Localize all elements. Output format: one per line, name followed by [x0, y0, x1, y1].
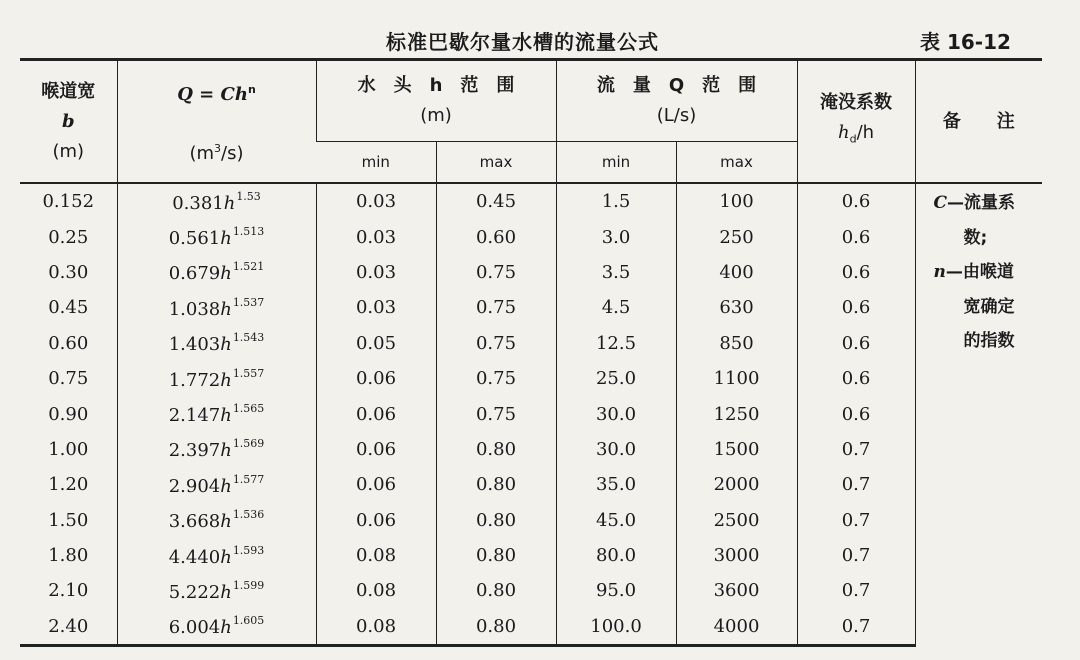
header-head-max: max [436, 142, 556, 184]
cell-formula [117, 290, 316, 325]
cell-formula [117, 326, 316, 361]
cell-flow-max: 1100 [676, 361, 797, 396]
cell-throat-width: 0.152 [42, 191, 95, 213]
formula-exponent: 1.565 [232, 402, 265, 416]
cell-throat-width: 0.45 [48, 297, 89, 319]
cell-head-max: 0.80 [436, 503, 556, 538]
cell-flow-min: 95.0 [556, 573, 676, 608]
cell-head-min: 0.05 [316, 326, 436, 361]
cell-flow-max: 630 [676, 290, 797, 325]
cell-head-max: 0.75 [436, 396, 556, 431]
cell-flow-max: 2000 [676, 467, 797, 502]
cell-head-max: 0.80 [436, 573, 556, 608]
cell-head-min: 0.03 [316, 255, 436, 290]
cell-flow-min: 45.0 [556, 503, 676, 538]
cell-submergence: 0.7 [797, 573, 915, 608]
formula-coefficient: 4.440 [168, 546, 221, 568]
cell-submergence: 0.7 [797, 538, 915, 573]
cell-flow-max: 400 [676, 255, 797, 290]
cell-throat-width: 1.20 [48, 474, 89, 496]
cell-flow-min: 12.5 [556, 326, 676, 361]
table-row [20, 467, 1042, 502]
cell-submergence: 0.6 [797, 326, 915, 361]
formula-variable: h [220, 263, 232, 285]
cell-flow-max: 1250 [676, 396, 797, 431]
cell-formula [117, 467, 316, 502]
cell-head-min: 0.06 [316, 503, 436, 538]
cell-throat-width: 0.90 [48, 403, 89, 425]
cell-head-max: 0.80 [436, 538, 556, 573]
formula-coefficient: 2.904 [168, 475, 221, 497]
formula-variable: h [220, 369, 232, 391]
table-number: 表 16-12 [920, 30, 1011, 54]
header-formula: $Q = Ch^n$ $(m^3/s)$ [117, 60, 316, 184]
formula-exponent: 1.537 [232, 295, 265, 309]
cell-flow-min: 80.0 [556, 538, 676, 573]
cell-flow-min: 35.0 [556, 467, 676, 502]
formula-exponent: 1.513 [232, 225, 265, 239]
cell-flow-min: 4.5 [556, 290, 676, 325]
header-head-range: 水 头 h 范 围 (m) [316, 60, 556, 142]
cell-formula [117, 573, 316, 608]
formula-variable: h [220, 298, 232, 320]
table-row [20, 361, 1042, 396]
cell-flow-max: 2500 [676, 503, 797, 538]
table-row [20, 219, 1042, 254]
cell-head-min: 0.03 [316, 183, 436, 219]
cell-head-min: 0.03 [316, 290, 436, 325]
cell-head-max: 0.80 [436, 432, 556, 467]
cell-submergence: 0.7 [797, 467, 915, 502]
formula-coefficient: 0.679 [168, 263, 221, 285]
table-row [20, 290, 1042, 325]
formula-coefficient: 0.561 [168, 228, 221, 250]
cell-formula [117, 396, 316, 431]
table-row [20, 326, 1042, 361]
table-row [20, 183, 1042, 219]
formula-variable: h [220, 440, 232, 462]
table-body [20, 183, 1042, 646]
cell-flow-min: 30.0 [556, 432, 676, 467]
formula-coefficient: 0.381 [172, 192, 224, 214]
formula-variable: h [220, 228, 232, 250]
formula-coefficient: 6.004 [168, 617, 221, 639]
formula-variable: h [220, 511, 232, 533]
cell-head-min: 0.08 [316, 573, 436, 608]
table-row [20, 573, 1042, 608]
cell-throat-width: 0.25 [48, 226, 89, 248]
formula-coefficient: 1.403 [168, 334, 221, 356]
cell-submergence: 0.7 [797, 609, 915, 646]
cell-head-min: 0.06 [316, 467, 436, 502]
cell-formula [117, 361, 316, 396]
title-row [0, 18, 1080, 58]
cell-head-min: 0.08 [316, 609, 436, 646]
cell-head-max: 0.75 [436, 326, 556, 361]
cell-head-max: 0.75 [436, 361, 556, 396]
cell-submergence: 0.7 [797, 432, 915, 467]
cell-flow-max: 100 [676, 183, 797, 219]
header-flow-range: 流 量 Q 范 围 (L/s) [556, 60, 797, 142]
table-row [20, 432, 1042, 467]
header-flow-max: max [676, 142, 797, 184]
cell-formula [117, 503, 316, 538]
header-flow-min: min [556, 142, 676, 184]
formula-coefficient: 1.772 [168, 369, 221, 391]
cell-head-min: 0.06 [316, 432, 436, 467]
cell-throat-width: 0.75 [48, 368, 89, 390]
formula-exponent: 1.605 [232, 614, 265, 628]
formula-exponent: 1.53 [236, 189, 261, 203]
cell-throat-width: 1.50 [48, 509, 89, 531]
cell-formula [117, 609, 316, 646]
formula-variable: h [220, 405, 232, 427]
cell-submergence: 0.6 [797, 255, 915, 290]
cell-head-max: 0.60 [436, 219, 556, 254]
cell-formula [117, 432, 316, 467]
cell-throat-width: 0.30 [48, 261, 89, 283]
table-row [20, 503, 1042, 538]
cell-throat-width: 2.10 [48, 580, 89, 602]
cell-submergence: 0.6 [797, 219, 915, 254]
table-row [20, 538, 1042, 573]
formula-coefficient: 5.222 [168, 581, 221, 603]
cell-formula [117, 219, 316, 254]
cell-head-max: 0.80 [436, 609, 556, 646]
cell-head-min: 0.03 [316, 219, 436, 254]
cell-flow-max: 3600 [676, 573, 797, 608]
cell-throat-width: 1.00 [48, 438, 89, 460]
formula-variable: h [220, 475, 232, 497]
header-head-min: min [316, 142, 436, 184]
formula-exponent: 1.593 [232, 543, 265, 557]
cell-head-min: 0.06 [316, 396, 436, 431]
cell-flow-max: 1500 [676, 432, 797, 467]
cell-flow-max: 4000 [676, 609, 797, 646]
cell-flow-min: 3.5 [556, 255, 676, 290]
cell-flow-min: 30.0 [556, 396, 676, 431]
cell-flow-min: 1.5 [556, 183, 676, 219]
formula-variable: h [223, 192, 236, 214]
formula-exponent: 1.557 [232, 366, 265, 380]
formula-exponent: 1.543 [232, 331, 265, 345]
cell-formula [117, 255, 316, 290]
formula-exponent: 1.599 [232, 578, 265, 592]
cell-throat-width: 2.40 [20, 609, 117, 646]
formula-variable: h [220, 546, 232, 568]
formula-variable: h [220, 617, 232, 639]
header-remarks: 备 注 [915, 60, 1042, 184]
formula-exponent: 1.569 [232, 437, 265, 451]
formula-coefficient: 2.147 [168, 405, 221, 427]
cell-submergence: 0.6 [797, 183, 915, 219]
cell-submergence: 0.6 [797, 290, 915, 325]
cell-head-min: 0.06 [316, 361, 436, 396]
cell-flow-min: 100.0 [556, 609, 676, 646]
cell-throat-width: 1.80 [48, 545, 89, 567]
table-row [20, 255, 1042, 290]
cell-head-max: 0.80 [436, 467, 556, 502]
header-submergence: 淹没系数 $h_d/h$ [797, 60, 915, 184]
formula-coefficient: 3.668 [168, 511, 221, 533]
cell-flow-max: 250 [676, 219, 797, 254]
table-row [20, 396, 1042, 431]
cell-submergence: 0.6 [797, 361, 915, 396]
cell-submergence: 0.7 [797, 503, 915, 538]
cell-head-min: 0.08 [316, 538, 436, 573]
cell-flow-min: 3.0 [556, 219, 676, 254]
remarks-cell: C—流量系 数; n—由喉道 宽确定 的指数 [915, 183, 1042, 646]
formula-variable: h [220, 334, 232, 356]
formula-exponent: 1.536 [232, 508, 265, 522]
formula-exponent: 1.521 [232, 260, 265, 274]
cell-flow-min: 25.0 [556, 361, 676, 396]
cell-throat-width: 0.60 [48, 332, 89, 354]
table-title: 标准巴歇尔量水槽的流量公式 [386, 30, 659, 54]
cell-head-max: 0.45 [436, 183, 556, 219]
cell-head-max: 0.75 [436, 255, 556, 290]
formula-exponent: 1.577 [232, 472, 265, 486]
cell-submergence: 0.6 [797, 396, 915, 431]
cell-head-max: 0.75 [436, 290, 556, 325]
formula-coefficient: 1.038 [168, 298, 221, 320]
cell-flow-max: 3000 [676, 538, 797, 573]
header-throat-width: 喉道宽 b (m) [20, 60, 117, 184]
cell-formula [117, 538, 316, 573]
formula-coefficient: 2.397 [168, 440, 221, 462]
flume-formula-table [20, 58, 1042, 647]
cell-formula [117, 183, 316, 219]
table-row [20, 609, 1042, 646]
cell-flow-max: 850 [676, 326, 797, 361]
formula-variable: h [220, 581, 232, 603]
